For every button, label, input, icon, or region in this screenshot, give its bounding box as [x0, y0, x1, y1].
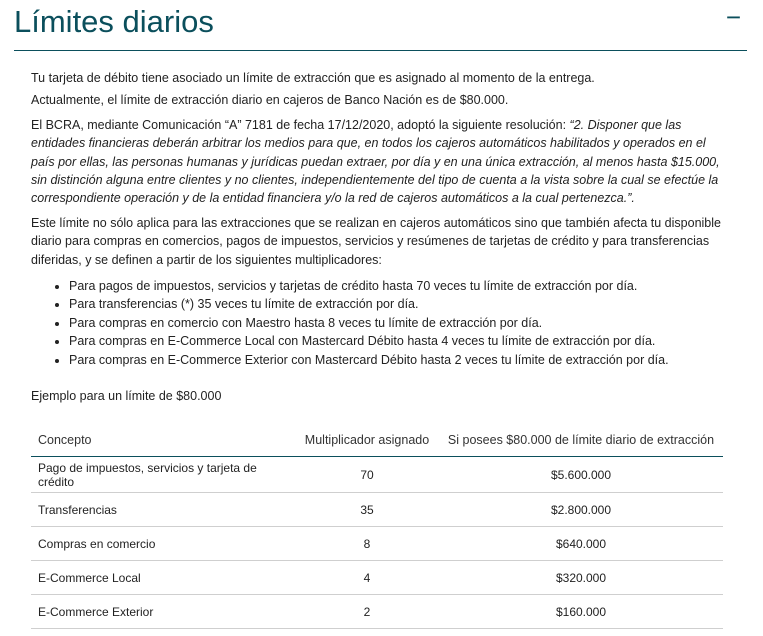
cell-multiplicador: 35	[295, 493, 439, 527]
list-item: • Para compras en E-Commerce Local con Mastercard Débito hasta 4 veces tu límite de extracción por día.	[69, 332, 731, 350]
cell-monto: $640.000	[439, 527, 723, 561]
list-item: • Para pagos de impuestos, servicios y tarjetas de crédito hasta 70 veces tu límite de extracción por día.	[69, 277, 731, 295]
section-content	[31, 69, 731, 369]
collapse-icon[interactable]: −	[725, 2, 741, 32]
cell-multiplicador: 70	[295, 457, 439, 493]
header-limite: Si posees $80.000 de límite diario de extracción	[439, 423, 723, 457]
cell-monto: $5.600.000	[439, 457, 723, 493]
header-concepto: Concepto	[31, 423, 295, 457]
intro-paragraph: Tu tarjeta de débito tiene asociado un límite de extracción que es asignado al momento de la entrega.	[31, 71, 595, 85]
list-item: • Para compras en comercio con Maestro hasta 8 veces tu límite de extracción por día.	[69, 314, 731, 332]
header-multiplicador: Multiplicador asignado	[295, 423, 439, 457]
table-header-row	[31, 423, 723, 457]
list-item: • Para transferencias (*) 35 veces tu límite de extracción por día.	[69, 295, 731, 313]
limit-paragraph: Actualmente, el límite de extracción diario en cajeros de Banco Nación es de $80.000.	[31, 93, 509, 108]
bcra-intro: El BCRA, mediante Comunicación “A” 7181 de fecha 17/12/2020, adoptó la siguiente resolución:	[31, 117, 570, 132]
table-row	[31, 561, 723, 595]
cell-concepto: Transferencias	[31, 493, 295, 527]
bcra-paragraph	[31, 116, 731, 208]
table-row	[31, 493, 723, 527]
cell-monto: $320.000	[439, 561, 723, 595]
cell-multiplicador: 2	[295, 595, 439, 629]
cell-monto: $2.800.000	[439, 493, 723, 527]
page-title: Límites diarios	[14, 4, 214, 39]
cell-monto: $160.000	[439, 595, 723, 629]
multipliers-paragraph: Este límite no sólo aplica para las extracciones que se realizan en cajeros automáticos sino que también afecta tu disponible diario para compras en comercios, pagos de impuestos, servicios y resúmenes de tarjetas de crédito y para transferencias diferidas, y se definen a partir de los siguientes multiplicadores:	[31, 215, 721, 267]
cell-multiplicador: 8	[295, 527, 439, 561]
multipliers-list	[31, 277, 731, 369]
limits-table	[31, 423, 723, 629]
cell-concepto: Pago de impuestos, servicios y tarjeta de crédito	[31, 457, 295, 493]
cell-concepto: E-Commerce Local	[31, 561, 295, 595]
table-row	[31, 595, 723, 629]
cell-concepto: E-Commerce Exterior	[31, 595, 295, 629]
table-row	[31, 527, 723, 561]
list-item: • Para compras en E-Commerce Exterior con Mastercard Débito hasta 2 veces tu límite de extracción por día.	[69, 351, 731, 369]
cell-multiplicador: 4	[295, 561, 439, 595]
example-caption: Ejemplo para un límite de $80.000	[31, 389, 222, 403]
table-row	[31, 457, 723, 493]
bcra-quote: “2. Disponer que las entidades financieras deberán arbitrar los medios para que, en todos los cajeros automáticos habilitados y operados en el país por ellas, las personas humanas y jurídicas puedan extraer, por día y en una única extracción, al menos hasta $15.000, sin distinción alguna entre clientes y no clientes, independientemente del tipo de cuenta a la vista sobre la cual se efectúe la correspondiente operación y de la entidad financiera y/o la red de cajeros automáticos a la cual pertenezca.”.	[31, 117, 720, 206]
cell-concepto: Compras en comercio	[31, 527, 295, 561]
section-header	[14, 0, 747, 51]
